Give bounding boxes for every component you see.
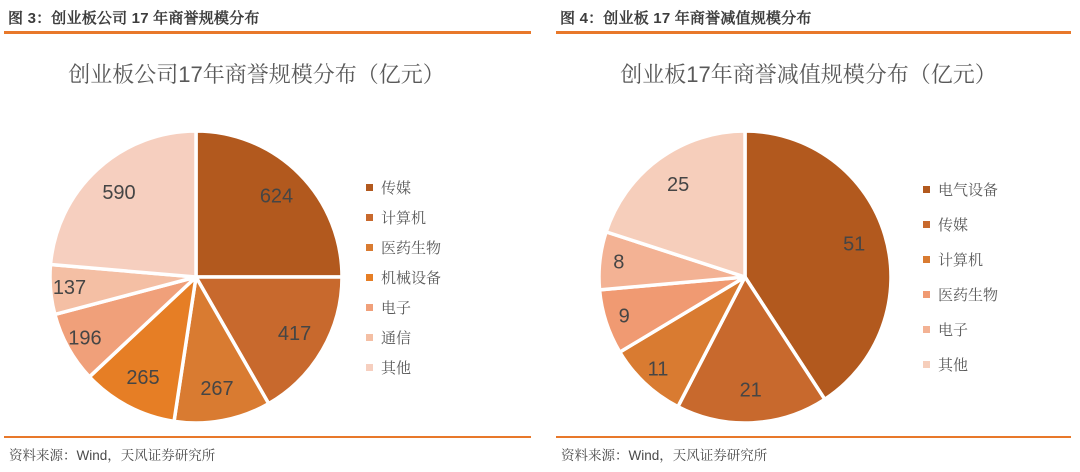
figure-label: 图 3：创业板公司 17 年商誉规模分布: [8, 10, 260, 27]
legend: [366, 177, 441, 378]
legend-swatch-icon: [366, 214, 373, 221]
legend-item-其他: [366, 357, 441, 378]
slice-value-label: 137: [52, 277, 87, 299]
legend-label: 传媒: [381, 180, 412, 197]
legend-swatch-icon: [923, 291, 930, 298]
slice-value-label: 267: [200, 377, 234, 400]
legend: [923, 179, 998, 375]
slice-value-label: 11: [647, 358, 669, 381]
legend-label: 其他: [938, 357, 969, 374]
legend-item-机械设备: [366, 267, 441, 288]
legend-swatch-icon: [366, 304, 373, 311]
footer-divider: [4, 436, 531, 438]
slice-value-label: 590: [102, 182, 136, 205]
slice-value-label: 624: [259, 185, 294, 208]
legend-item-传媒: [923, 214, 998, 235]
legend-label: 计算机: [938, 252, 984, 269]
legend-label: 通信: [381, 330, 412, 347]
legend-label: 传媒: [938, 217, 969, 234]
legend-label: 其他: [381, 360, 412, 377]
slice-value-label: 265: [126, 366, 160, 389]
legend-label: 电气设备: [938, 182, 999, 199]
figure-label: 图 4：创业板 17 年商誉减值规模分布: [560, 10, 812, 27]
legend-item-电气设备: [923, 179, 998, 200]
panel-figure-4: [540, 0, 1080, 472]
legend-swatch-icon: [366, 274, 373, 281]
slice-value-label: 25: [666, 173, 690, 196]
legend-swatch-icon: [923, 221, 930, 228]
slice-value-label: 196: [68, 327, 102, 350]
chart-title: 创业板17年商誉减值规模分布（亿元）: [620, 62, 997, 87]
footer-divider: [556, 436, 1071, 438]
slice-value-label: 8: [613, 251, 625, 274]
pie-chart-goodwill-impairment: [540, 110, 1080, 440]
legend-swatch-icon: [366, 364, 373, 371]
legend-swatch-icon: [366, 244, 373, 251]
legend-item-电子: [923, 319, 998, 340]
legend-swatch-icon: [923, 326, 930, 333]
pie-chart-goodwill-scale: [0, 110, 540, 440]
header-divider: [556, 31, 1071, 34]
header-divider: [4, 31, 531, 34]
chart-title: 创业板公司17年商誉规模分布（亿元）: [68, 62, 445, 87]
legend-label: 机械设备: [381, 270, 442, 287]
legend-item-计算机: [923, 249, 998, 270]
legend-item-医药生物: [923, 284, 998, 305]
slice-value-label: 21: [739, 379, 762, 402]
legend-swatch-icon: [923, 186, 930, 193]
legend-label: 计算机: [381, 210, 427, 227]
legend-label: 医药生物: [381, 240, 442, 257]
legend-swatch-icon: [923, 361, 930, 368]
legend-swatch-icon: [366, 334, 373, 341]
legend-item-医药生物: [366, 237, 441, 258]
legend-label: 电子: [938, 322, 969, 339]
legend-swatch-icon: [366, 184, 373, 191]
source-note: 资料来源：Wind，天风证券研究所: [9, 448, 216, 463]
slice-value-label: 417: [277, 323, 312, 346]
source-note: 资料来源：Wind，天风证券研究所: [561, 448, 768, 463]
legend-label: 医药生物: [938, 287, 999, 304]
legend-item-通信: [366, 327, 441, 348]
slice-value-label: 51: [843, 233, 866, 256]
legend-item-其他: [923, 354, 998, 375]
legend-swatch-icon: [923, 256, 930, 263]
slice-value-label: 9: [618, 305, 630, 328]
legend-item-传媒: [366, 177, 441, 198]
legend-item-计算机: [366, 207, 441, 228]
legend-item-电子: [366, 297, 441, 318]
legend-label: 电子: [381, 300, 412, 317]
